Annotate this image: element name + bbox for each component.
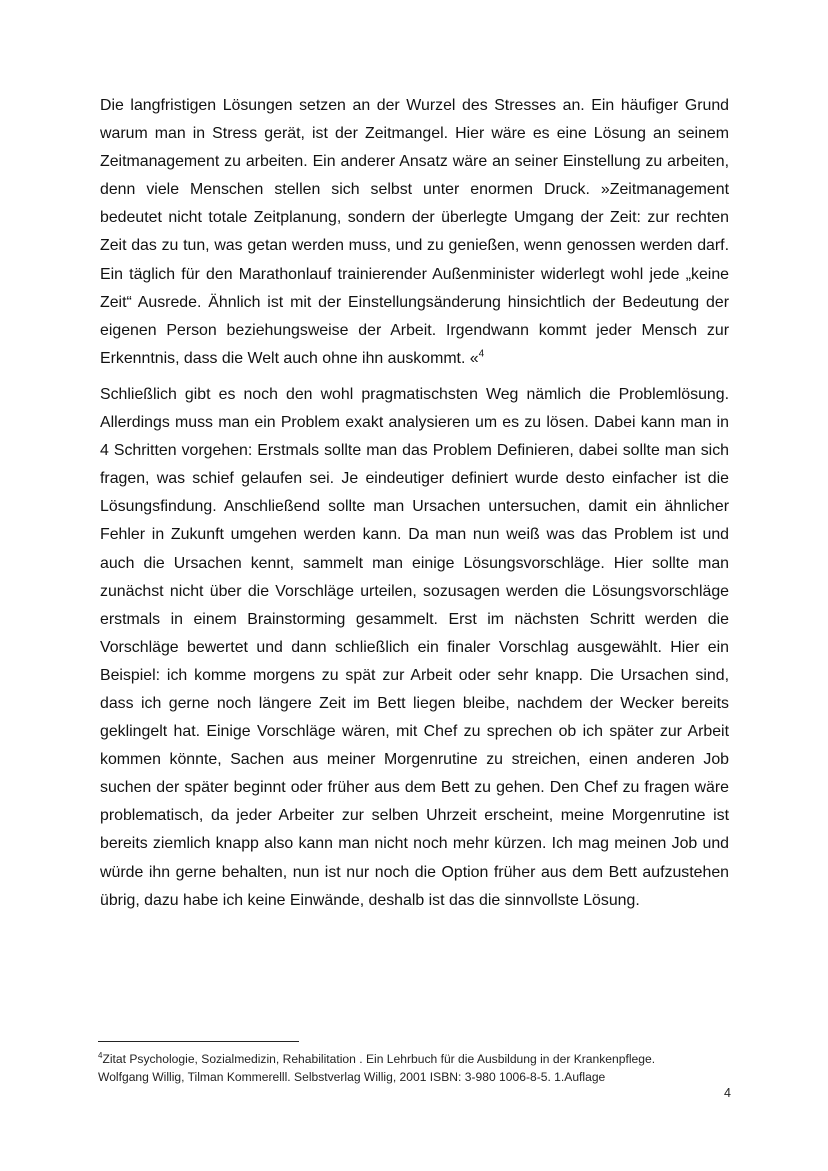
footnote-reference: 4	[478, 348, 485, 360]
paragraph-long-term-solutions	[100, 92, 729, 373]
page-number: 4	[724, 1086, 731, 1100]
footnote-line-2: Wolfgang Willig, Tilman Kommerelll. Selbstverlag Willig, 2001 ISBN: 3-980 1006-8-5. 1.Auflage	[98, 1070, 606, 1084]
footnote-line-1	[98, 1050, 738, 1068]
footnote-marker: 4	[98, 1050, 103, 1060]
paragraph-problem-solving: Schließlich gibt es noch den wohl pragmatischsten Weg nämlich die Problemlösung. Allerdings muss man ein Problem exakt analysieren um es zu lösen. Dabei kann man in 4 Schritten vorgehen: Erstmals sollte man das Problem Definieren, dabei sollte man sich fragen, was schief gelaufen sei. Je eindeutiger definiert wurde desto einfacher ist die Lösungsfindung. Anschließend sollte man Ursachen untersuchen, damit ein ähnlicher Fehler in Zukunft umgehen werden kann. Da man nun weiß was das Problem ist und auch die Ursachen kennt, sammelt man einige Lösungsvorschläge. Hier sollte man zunächst nicht über die Vorschläge urteilen, sozusagen werden die Lösungsvorschläge erstmals in einem Brainstorming gesammelt. Erst im nächsten Schritt werden die Vorschläge bewertet und dann schließlich ein finaler Vorschlag ausgewählt. Hier ein Beispiel: ich komme morgens zu spät zur Arbeit oder sehr knapp. Die Ursachen sind, dass ich gerne noch längere Zeit im Bett liegen bleibe, nachdem der Wecker bereits geklingelt hat. Einige Vorschläge wären, mit Chef zu sprechen ob ich später zur Arbeit kommen könnte, Sachen aus meiner Morgenrutine zu streichen, einen anderen Job suchen der später beginnt oder früher aus dem Bett zu gehen. Den Chef zu fragen wäre problematisch, da jeder Arbeiter zur selben Uhrzeit erscheint, meine Morgenrutine ist bereits ziemlich knapp also kann man nicht noch mehr kürzen. Ich mag meinen Job und würde ihn gerne behalten, nun ist nur noch die Option früher aus dem Bett aufzustehen übrig, dazu habe ich keine Einwände, deshalb ist das die sinnvollste Lösung.	[100, 385, 729, 909]
paragraph-text: Die langfristigen Lösungen setzen an der Wurzel des Stresses an. Ein häufiger Grund warum man in Stress gerät, ist der Zeitmangel. Hier wäre es eine Lösung an seinem Zeitmanagement zu arbeiten. Ein anderer Ansatz wäre an seiner Einstellung zu arbeiten, denn viele Menschen stellen sich selbst unter enormen Druck. »Zeitmanagement bedeutet nicht totale Zeitplanung, sondern der überlegte Umgang der Zeit: zur rechten Zeit das zu tun, was getan werden muss, und zu genießen, wenn genossen werden darf. Ein täglich für den Marathonlauf trainierender Außenminister widerlegt wohl jede „keine Zeit“ Ausrede. Ähnlich ist mit der Einstellungsänderung hinsichtlich der Bedeutung der eigenen Person beziehungsweise der Arbeit. Irgendwann kommt jeder Mensch zur Erkenntnis, dass die Welt auch ohne ihn auskommt. «	[100, 97, 729, 367]
footnote-separator	[98, 1041, 299, 1042]
body-text	[100, 92, 729, 923]
footnote	[98, 1050, 738, 1086]
footnote-citation: Zitat Psychologie, Sozialmedizin, Rehabilitation . Ein Lehrbuch für die Ausbildung in der Krankenpflege.	[102, 1052, 656, 1066]
